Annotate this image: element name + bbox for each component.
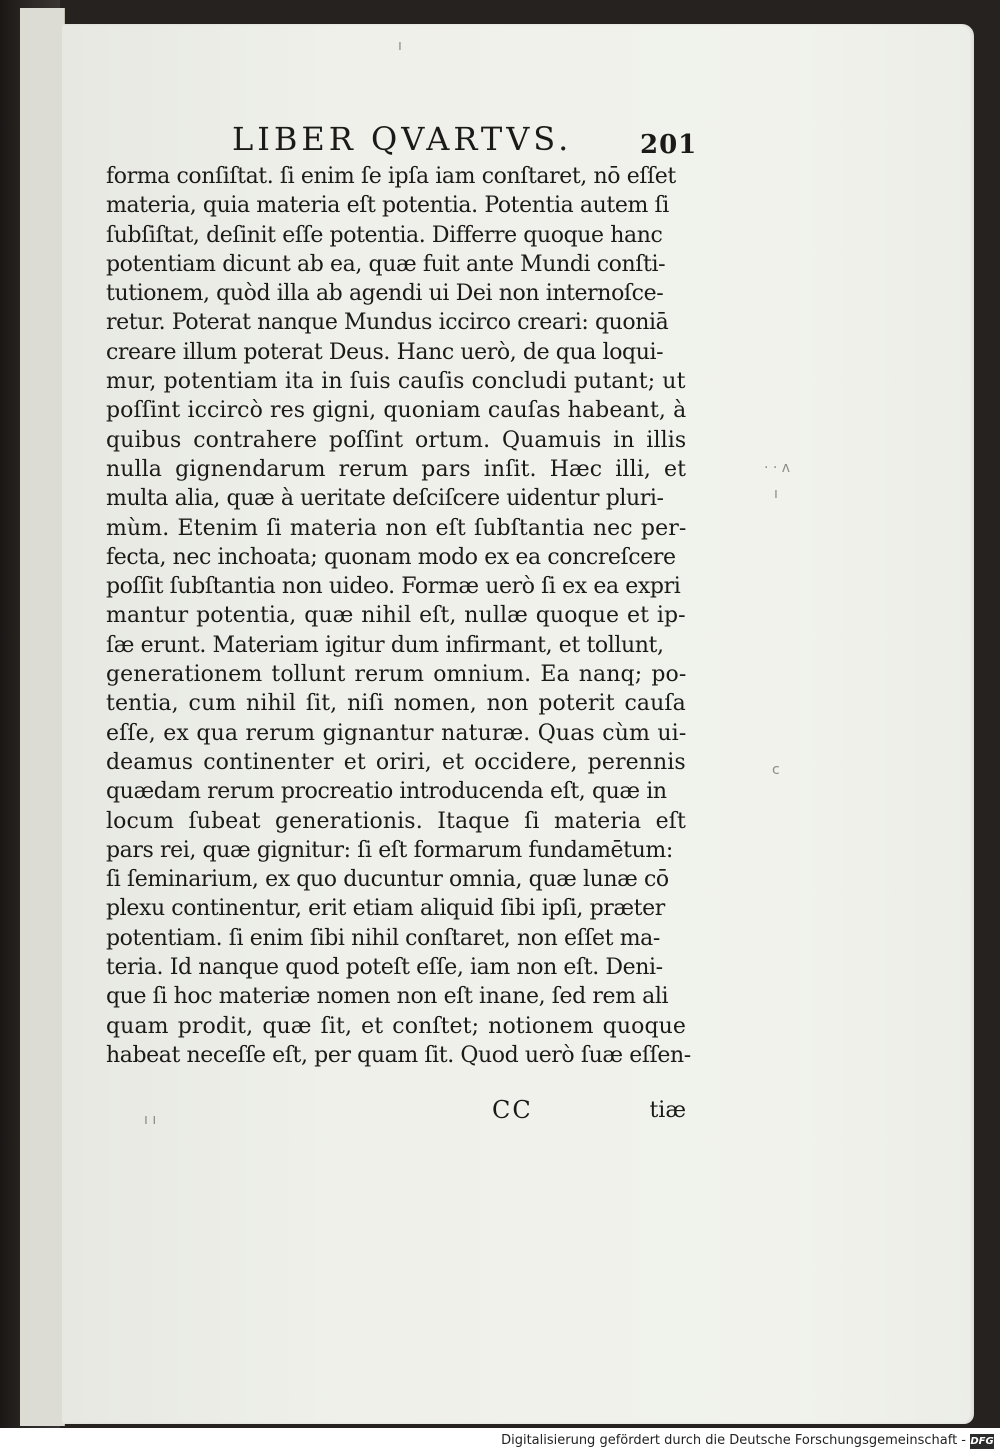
text-line: ſæ erunt. Materiam igitur dum infirmant, et tollunt, xyxy=(106,632,664,658)
text-line: fecta, nec inchoata; quonam modo ex ea concreſcere xyxy=(106,544,676,570)
margin-speck: c xyxy=(772,762,780,778)
text-line: potentiam dicunt ab ea, quæ fuit ante Mundi conſti- xyxy=(106,251,666,277)
text-line: mur, potentiam ita in ſuis cauſis concludi putant; ut xyxy=(106,369,686,395)
binding-mark: ı xyxy=(398,38,402,54)
text-line: retur. Poterat nanque Mundus iccirco creari: quoniā xyxy=(106,310,669,336)
text-line: creare illum poterat Deus. Hanc uerò, de qua loqui- xyxy=(106,339,664,365)
margin-speck: · · ʌ xyxy=(764,460,791,476)
dfg-logo: DFG xyxy=(970,1436,994,1447)
inner-board-edge xyxy=(20,8,65,1426)
signature-mark: CC xyxy=(492,1096,533,1124)
text-line: pars rei, quæ gignitur: ſi eſt formarum fundamētum: xyxy=(106,837,673,863)
catchline xyxy=(106,1096,686,1130)
text-line: materia, quia materia eſt potentia. Potentia autem ſi xyxy=(106,193,669,219)
text-line: quibus contrahere poſſint ortum. Quamuis in illis xyxy=(106,427,687,453)
text-line: tutionem, quòd illa ab agendi ui Dei non internoſce- xyxy=(106,281,664,307)
text-line: ſubſiſtat, deſinit eſſe potentia. Differre quoque hanc xyxy=(106,222,663,248)
folio-number: 201 xyxy=(640,130,698,160)
catchword: tiæ xyxy=(649,1098,686,1123)
text-line: mùm. Etenim ſi materia non eſt ſubſtantia nec per- xyxy=(106,515,687,541)
text-line: poſſint iccircò res gigni, quoniam cauſas habeant, à xyxy=(106,398,687,424)
page-header xyxy=(168,106,708,166)
text-line: poſſit ſubſtantia non uideo. Formæ uerò ſi ex ea expri xyxy=(106,574,681,600)
text-line: nulla gignendarum rerum pars inſit. Hæc illi, et xyxy=(106,456,687,482)
text-line: forma conſiſtat. ſi enim ſe ipſa iam conſtaret, nō eſſet xyxy=(106,164,676,189)
text-line: tentia, cum nihil ſit, niſi nomen, non poterit cauſa xyxy=(106,691,686,717)
margin-speck: ı xyxy=(774,486,778,502)
text-line: potentiam. ſi enim ſibi nihil conſtaret, non eſſet ma- xyxy=(106,925,660,951)
text-line: teria. Id nanque quod poteſt eſſe, iam non eſt. Deni- xyxy=(106,955,663,981)
funding-credit: Digitalisierung gefördert durch die Deutsche Forschungsgemeinschaft - xyxy=(501,1433,966,1448)
text-line: quædam rerum procreatio introducenda eſt, quæ in xyxy=(106,779,667,805)
text-line: que ſi hoc materiæ nomen non eſt inane, ſed rem ali xyxy=(106,984,669,1010)
text-line: ſi ſeminarium, ex quo ducuntur omnia, quæ lunæ cō xyxy=(106,867,669,893)
text-line: quam prodit, quæ ſit, et conſtet; notionem quoque xyxy=(106,1013,687,1039)
bleed-through-mark: ı ı xyxy=(144,1112,157,1128)
text-line: multa alia, quæ à ueritate deſciſcere uidentur pluri- xyxy=(106,486,664,512)
text-line: generationem tollunt rerum omnium. Ea nanq; po- xyxy=(106,662,687,688)
body-text xyxy=(106,162,691,1070)
text-line: habeat neceſſe eſt, per quam ſit. Quod uerò ſuæ eſſen- xyxy=(106,1042,691,1068)
text-line: plexu continentur, erit etiam aliquid ſibi ipſi, præter xyxy=(106,896,665,922)
running-head: LIBER QVARTVS. xyxy=(232,120,573,158)
text-line: eſſe, ex qua rerum gignantur naturæ. Quas cùm ui- xyxy=(106,720,687,746)
digitization-footer xyxy=(0,1428,1000,1456)
text-line: locum ſubeat generationis. Itaque ſi materia eſt xyxy=(106,808,686,834)
text-line: deamus continenter et oriri, et occidere, perennis xyxy=(106,749,686,775)
text-line: mantur potentia, quæ nihil eſt, nullæ quoque et ip- xyxy=(106,603,686,629)
